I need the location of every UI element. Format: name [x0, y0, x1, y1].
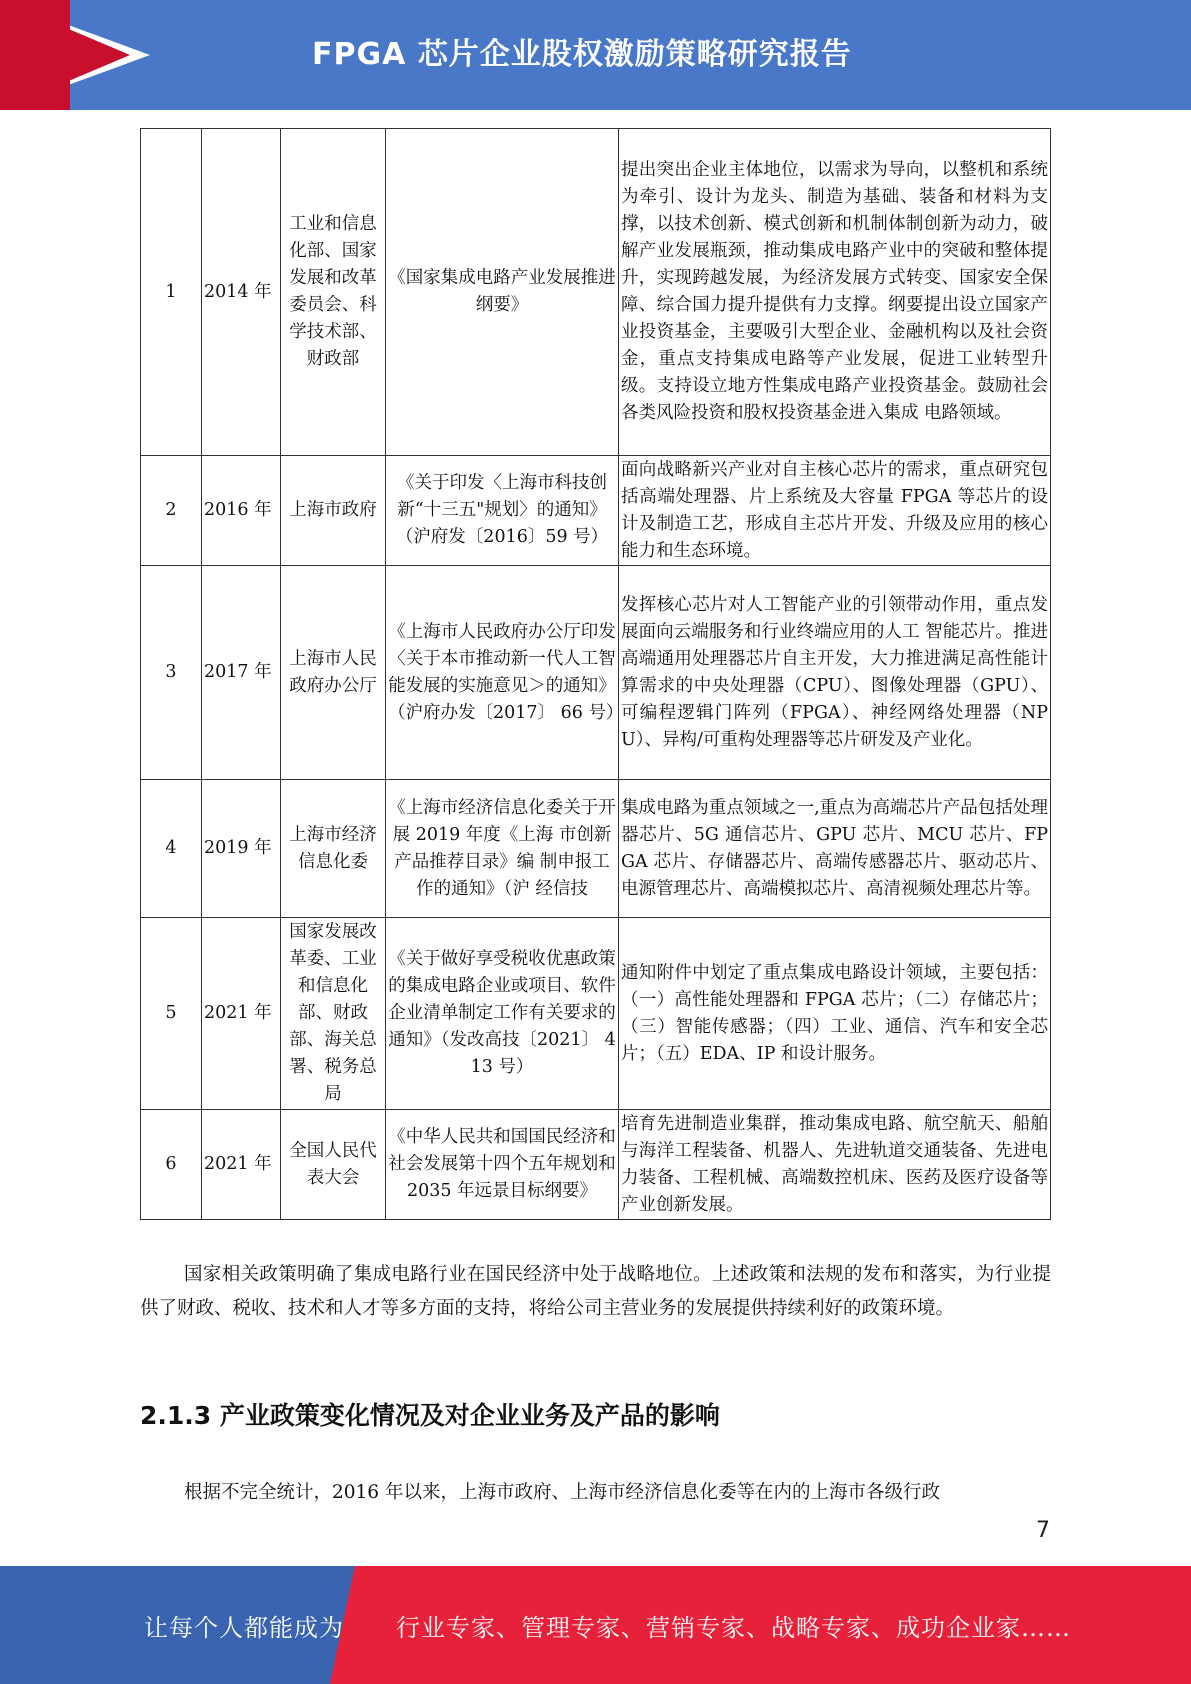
table-row: [141, 566, 1051, 780]
row-description: 提出突出企业主体地位，以需求为导向，以整机和系统为牵引、设计为龙头、制造为基础、装备和材料为支撑，以技术创新、模式创新和机制体制创新为动力，破解产业发展瓶颈，推动集成电路产业中的突破和整体提升，实现跨越发展，为经济发展方式转变、国家安全保障、综合国力提升提供有力支撑。纲要提出设立国家产业投资基金，主要吸引大型企业、金融机构以及社会资金，重点支持集成电路等产业发展，促进工业转型升级。支持设立地方性集成电路产业投资基金。鼓励社会各类风险投资和股权投资基金进入集成 电路领域。: [619, 129, 1051, 456]
row-number: 4: [141, 780, 202, 918]
row-description: 培育先进制造业集群，推动集成电路、航空航天、船舶与海洋工程装备、机器人、先进轨道交通装备、先进电力装备、工程机械、高端数控机床、医药及医疗设备等产业创新发展。: [619, 1110, 1051, 1220]
row-document: 《中华人民共和国国民经济和社会发展第十四个五年规划和 2035 年远景目标纲要》: [386, 1110, 619, 1220]
row-document: 《上海市人民政府办公厅印发〈关于本市推动新一代人工智能发展的实施意见＞的通知》（沪府办发〔2017〕 66 号）: [386, 566, 619, 780]
row-year: 2021 年: [202, 918, 281, 1110]
section-heading: 2.1.3 产业政策变化情况及对企业业务及产品的影响: [140, 1401, 720, 1430]
row-description: 通知附件中划定了重点集成电路设计领域，主要包括：（一）高性能处理器和 FPGA 芯片；（二）存储芯片；（三）智能传感器；（四）工业、通信、汽车和安全芯片；（五）EDA、IP 和设计服务。: [619, 918, 1051, 1110]
footer-slogan-right: 行业专家、管理专家、营销专家、战略专家、成功企业家……: [396, 1614, 1071, 1642]
row-number: 5: [141, 918, 202, 1110]
page-number: 7: [1036, 1518, 1050, 1543]
policy-table: [140, 128, 1051, 1220]
row-description: 面向战略新兴产业对自主核心芯片的需求，重点研究包括高端处理器、片上系统及大容量 FPGA 等芯片的设计及制造工艺，形成自主芯片开发、升级及应用的核心能力和生态环境。: [619, 456, 1051, 566]
row-year: 2016 年: [202, 456, 281, 566]
header-red-block: [0, 0, 70, 110]
footer-slogan-left: 让每个人都能成为: [144, 1614, 344, 1642]
row-year: 2014 年: [202, 129, 281, 456]
report-title: FPGA 芯片企业股权激励策略研究报告: [312, 37, 852, 72]
row-department: 全国人民代表大会: [281, 1110, 386, 1220]
row-department: 国家发展改革委、工业和信息化部、财政部、海关总署、税务总局: [281, 918, 386, 1110]
row-number: 6: [141, 1110, 202, 1220]
row-year: 2021 年: [202, 1110, 281, 1220]
row-department: 上海市人民政府办公厅: [281, 566, 386, 780]
row-year: 2019 年: [202, 780, 281, 918]
table-row: [141, 456, 1051, 566]
table-row: [141, 780, 1051, 918]
row-number: 3: [141, 566, 202, 780]
table-row: [141, 918, 1051, 1110]
table-row: [141, 129, 1051, 456]
body-paragraph: 根据不完全统计，2016 年以来，上海市政府、上海市经济信息化委等在内的上海市各级行政: [184, 1482, 940, 1503]
row-number: 2: [141, 456, 202, 566]
row-department: 工业和信息化部、国家发展和改革委员会、科学技术部、财政部: [281, 129, 386, 456]
table-row: [141, 1110, 1051, 1220]
row-year: 2017 年: [202, 566, 281, 780]
row-document: 《关于做好享受税收优惠政策的集成电路企业或项目、软件企业清单制定工作有关要求的通知》（发改高技〔2021〕 413 号）: [386, 918, 619, 1110]
row-department: 上海市经济信息化委: [281, 780, 386, 918]
row-number: 1: [141, 129, 202, 456]
row-document: 《上海市经济信息化委关于开展 2019 年度《上海 市创新产品推荐目录》编 制申报工作的通知》（沪 经信技: [386, 780, 619, 918]
row-department: 上海市政府: [281, 456, 386, 566]
page-footer: [0, 1566, 1191, 1684]
row-document: 《国家集成电路产业发展推进纲要》: [386, 129, 619, 456]
body-paragraph: 国家相关政策明确了集成电路行业在国民经济中处于战略地位。上述政策和法规的发布和落实，为行业提供了财政、税收、技术和人才等多方面的支持，将给公司主营业务的发展提供持续利好的政策环境。: [140, 1264, 1051, 1319]
row-document: 《关于印发〈上海市科技创新“十三五"规划〉的通知》（沪府发〔2016〕59 号）: [386, 456, 619, 566]
row-description: 集成电路为重点领域之一,重点为高端芯片产品包括处理器芯片、5G 通信芯片、GPU 芯片、MCU 芯片、FPGA 芯片、存储器芯片、高端传感器芯片、驱动芯片、电源管理芯片、高端模拟芯片、高清视频处理芯片等。: [619, 780, 1051, 918]
row-description: 发挥核心芯片对人工智能产业的引领带动作用，重点发展面向云端服务和行业终端应用的人工 智能芯片。推进高端通用处理器芯片自主开发，大力推进满足高性能计算需求的中央处理器（CPU）、图像处理器（GPU）、可编程逻辑门阵列（FPGA）、神经网络处理器（NPU）、异构/可重构处理器等芯片研发及产业化。: [619, 566, 1051, 780]
page-header: [0, 0, 1191, 110]
